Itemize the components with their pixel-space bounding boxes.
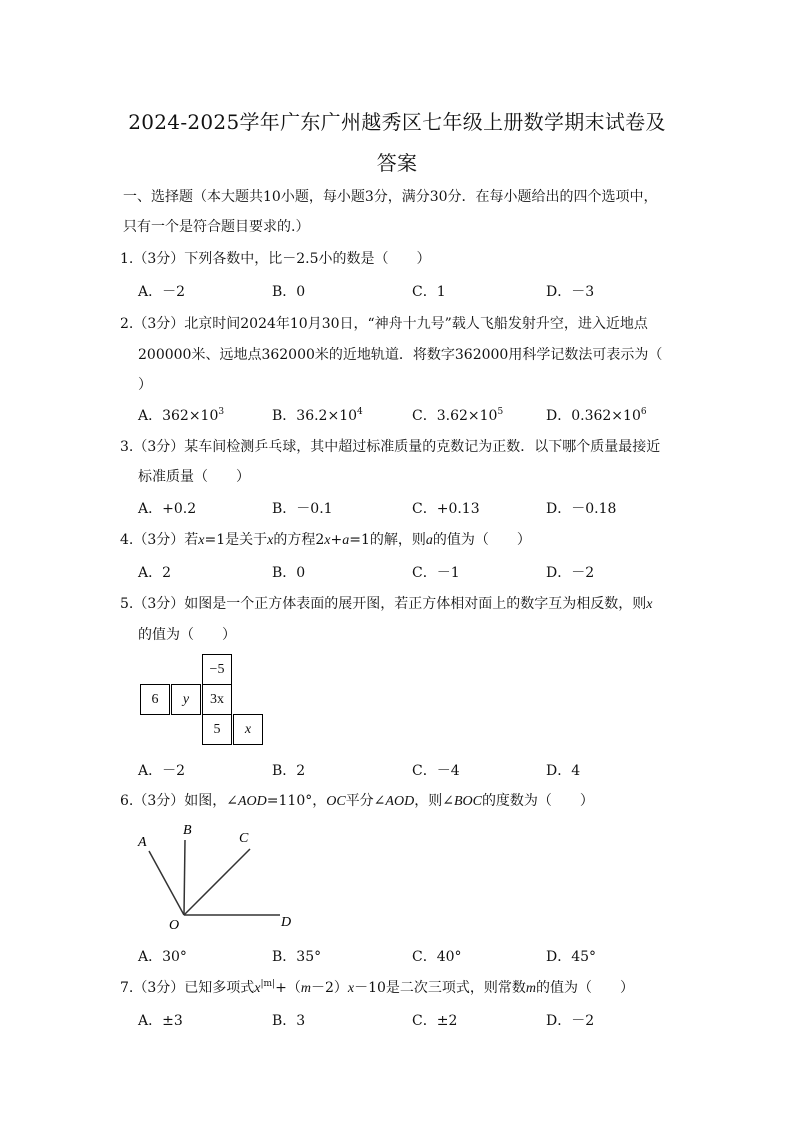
ray-oa bbox=[149, 851, 184, 915]
net-cell-top: −5 bbox=[202, 654, 232, 685]
question-5-stem: 5.（3分）如图是一个正方体表面的展开图，若正方体相对面上的数字互为相反数，则x bbox=[120, 596, 653, 612]
q7-option-c[interactable]: C．±2 bbox=[412, 1013, 458, 1029]
q3-option-a[interactable]: A．+0.2 bbox=[138, 501, 197, 517]
question-2-stem-line2: 200000米、远地点362000米的近地轨道．将数字362000用科学记数法可表示为（ bbox=[138, 347, 663, 363]
ray-oc bbox=[184, 849, 250, 915]
question-5-stem-line2: 的值为（ ） bbox=[138, 627, 236, 643]
question-6-stem: 6.（3分）如图，∠AOD=110°，OC平分∠AOD，则∠BOC的度数为（ ） bbox=[120, 793, 594, 809]
q3-option-b[interactable]: B．－0.1 bbox=[272, 501, 333, 517]
ray-ob bbox=[184, 840, 185, 915]
q7-option-b[interactable]: B．3 bbox=[272, 1013, 306, 1029]
q7-option-d[interactable]: D．－2 bbox=[546, 1013, 595, 1029]
q4-option-c[interactable]: C．－1 bbox=[412, 565, 460, 581]
q6-option-b[interactable]: B．35° bbox=[272, 949, 322, 965]
question-3-stem-line2: 标准质量（ ） bbox=[138, 469, 250, 485]
q4-option-d[interactable]: D．－2 bbox=[546, 565, 595, 581]
question-2-stem-line3: ） bbox=[138, 377, 152, 393]
net-cell-3x: 3x bbox=[202, 684, 232, 715]
net-cell-5: 5 bbox=[202, 714, 232, 745]
q5-option-d[interactable]: D．4 bbox=[546, 763, 581, 779]
q2-option-c[interactable]: C．$3.62\times 10^5$ bbox=[412, 407, 504, 424]
net-cell-6: 6 bbox=[140, 684, 170, 715]
label-b: B bbox=[183, 823, 192, 838]
q5-option-b[interactable]: B．2 bbox=[272, 763, 306, 779]
q1-option-b[interactable]: B．0 bbox=[272, 284, 306, 300]
question-3-stem: 3.（3分）某车间检测乒乓球，其中超过标准质量的克数记为正数．以下哪个质量最接近 bbox=[120, 439, 661, 455]
q1-option-d[interactable]: D．－3 bbox=[546, 284, 595, 300]
q6-option-d[interactable]: D．45° bbox=[546, 949, 597, 965]
question-1-stem: 1.（3分）下列各数中，比－2.5小的数是（ ） bbox=[120, 251, 431, 267]
net-cell-x: x bbox=[233, 714, 263, 745]
q6-option-c[interactable]: C．40° bbox=[412, 949, 462, 965]
q1-option-c[interactable]: C．1 bbox=[412, 284, 446, 300]
q6-option-a[interactable]: A．30° bbox=[138, 949, 187, 965]
question-4-stem: 4.（3分）若x=1是关于x的方程2x+a=1的解，则a的值为（ ） bbox=[120, 532, 531, 548]
q5-option-a[interactable]: A．－2 bbox=[138, 763, 186, 779]
q2-option-d[interactable]: D．$0.362\times 10^6$ bbox=[546, 407, 647, 424]
label-d: D bbox=[281, 915, 292, 930]
label-c: C bbox=[239, 831, 249, 846]
label-o: O bbox=[169, 918, 180, 933]
page-title-line2: 答案 bbox=[376, 151, 418, 175]
q1-option-a[interactable]: A．－2 bbox=[138, 284, 186, 300]
q2-option-b[interactable]: B．$36.2\times 10^4$ bbox=[272, 407, 363, 424]
q5-option-c[interactable]: C．－4 bbox=[412, 763, 460, 779]
section-heading: 一、选择题（本大题共10小题，每小题3分，满分30分．在每小题给出的四个选项中， bbox=[123, 189, 658, 205]
label-a: A bbox=[138, 835, 147, 850]
q7-option-a[interactable]: A．±3 bbox=[138, 1013, 183, 1029]
question-7-stem: 7.（3分）已知多项式$x^{|m|}+(m-2)x-10$是二次三项式，则常数m的值为（ ） bbox=[120, 979, 635, 996]
q2-option-a[interactable]: A．$362\times 10^3$ bbox=[138, 407, 225, 424]
question-2-stem: 2.（3分）北京时间2024年10月30日，“神舟十九号”载人飞船发射升空，进入近地点 bbox=[120, 316, 648, 332]
angle-figure bbox=[130, 818, 300, 938]
section-heading-line2: 只有一个是符合题目要求的.） bbox=[123, 219, 310, 235]
q4-option-b[interactable]: B．0 bbox=[272, 565, 306, 581]
q3-option-c[interactable]: C．+0.13 bbox=[412, 501, 480, 517]
q4-option-a[interactable]: A．2 bbox=[138, 565, 172, 581]
page-title: 2024-2025学年广东广州越秀区七年级上册数学期末试卷及 bbox=[128, 110, 666, 134]
net-cell-y: y bbox=[171, 684, 201, 715]
q3-option-d[interactable]: D．－0.18 bbox=[546, 501, 617, 517]
